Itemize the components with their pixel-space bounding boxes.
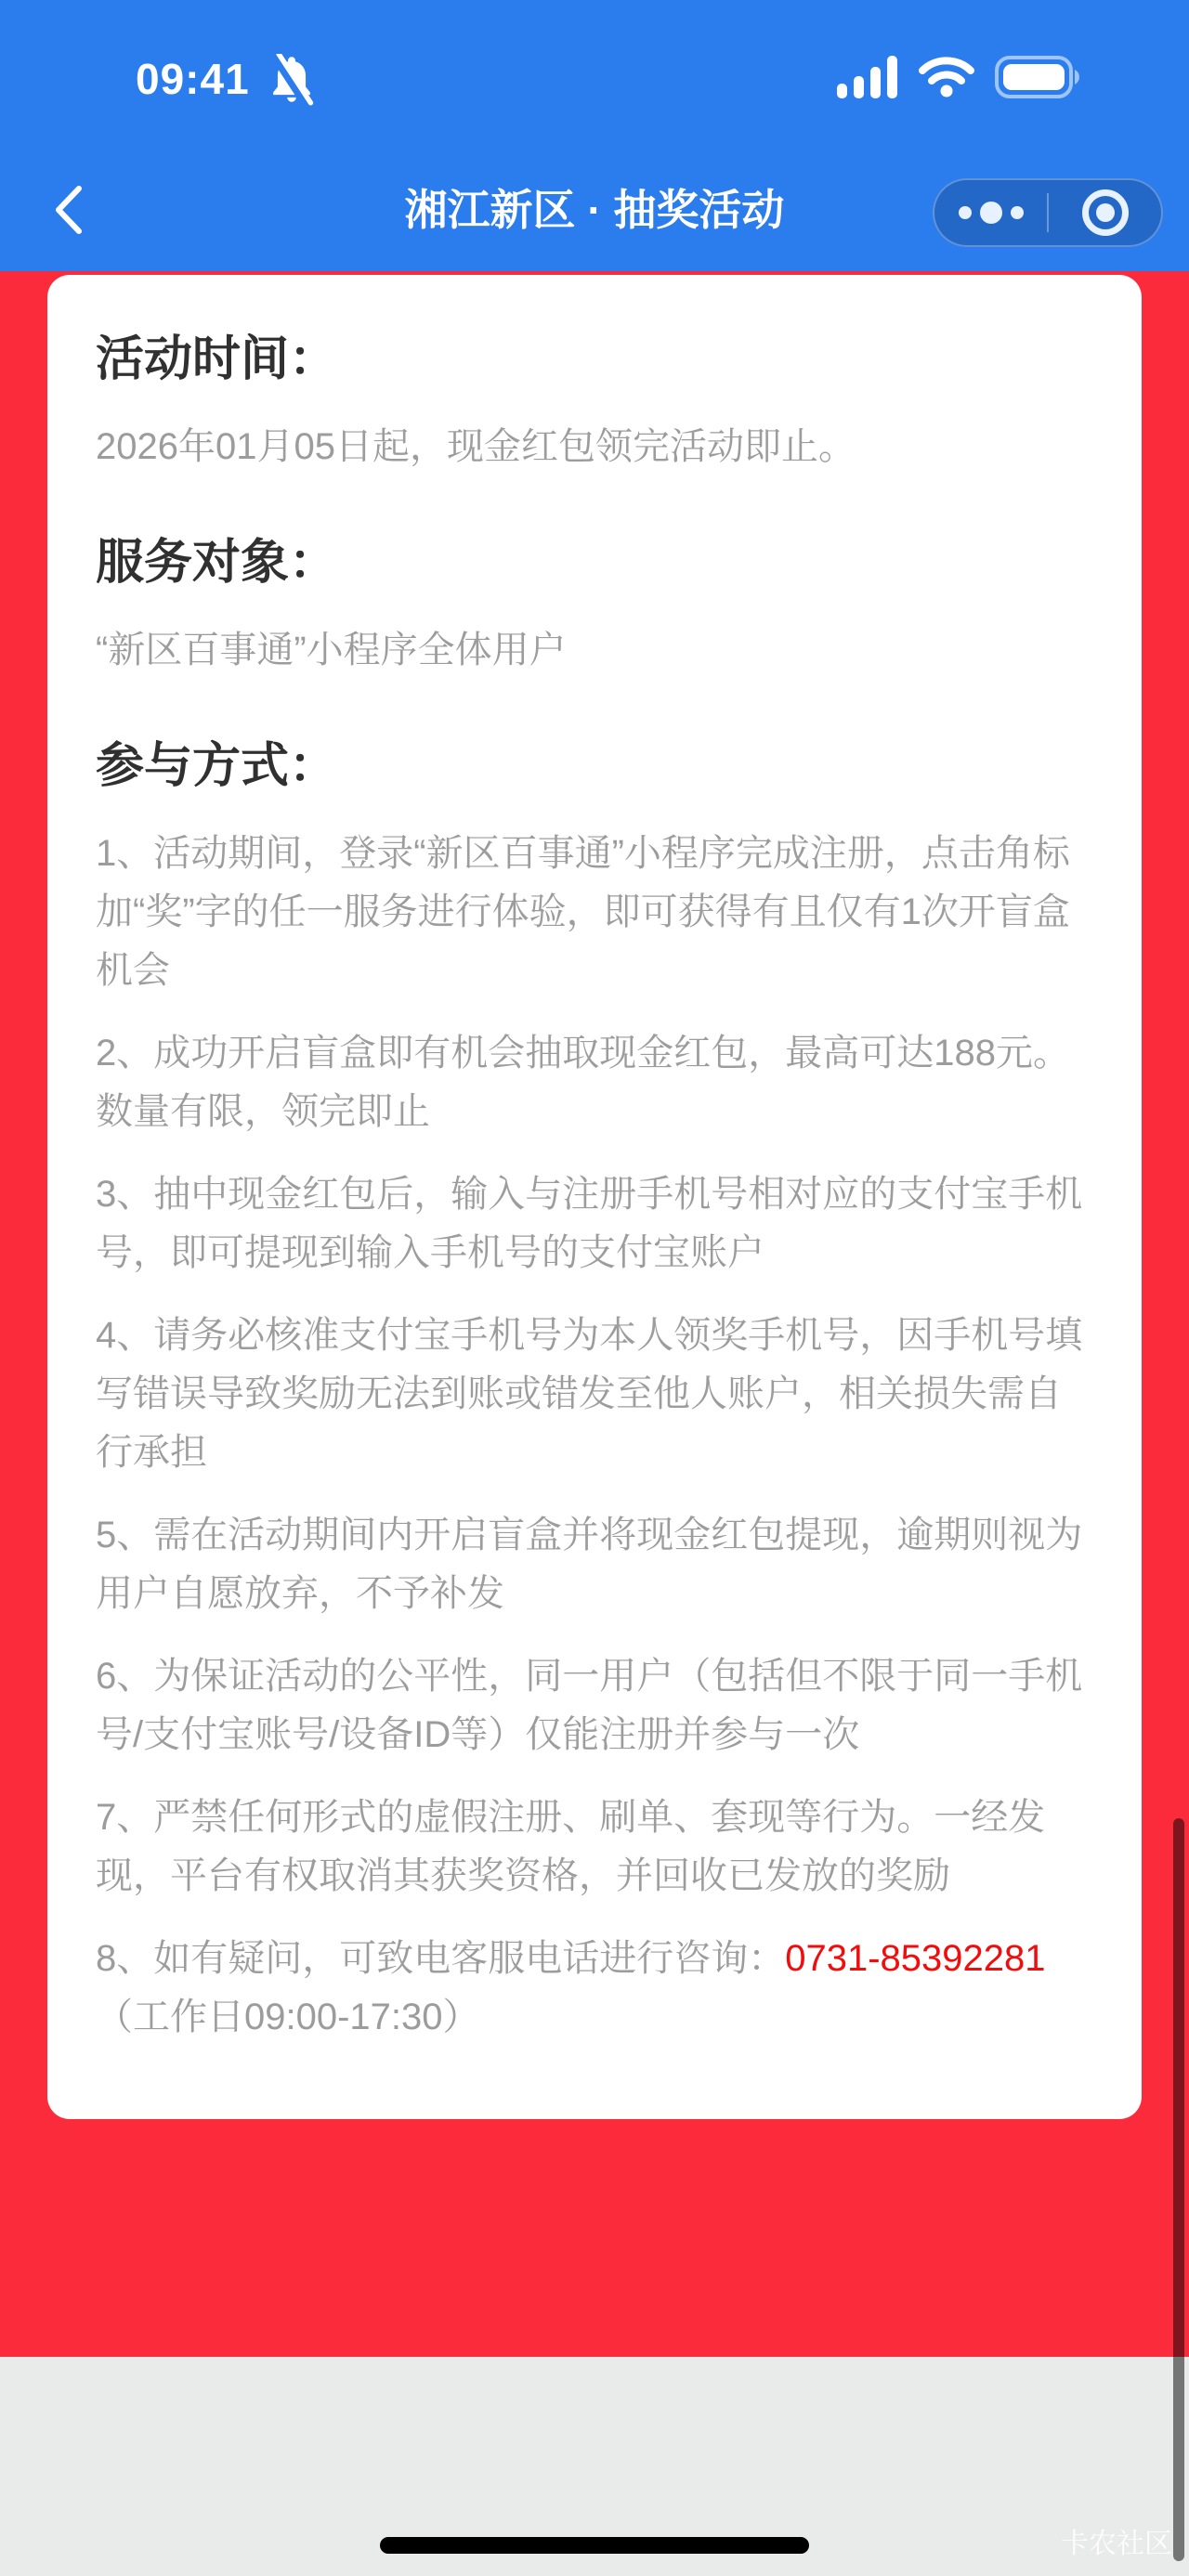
close-miniprogram-button[interactable]	[1049, 180, 1161, 245]
more-dots-icon	[959, 202, 1024, 224]
rules-card	[47, 275, 1142, 2119]
rule-item-6: 6、为保证活动的公平性，同一用户（包括但不限于同一手机号/支付宝账号/设备ID等）仅能注册并参与一次	[96, 1656, 1083, 1755]
section-participation	[96, 739, 1093, 2047]
home-indicator[interactable]	[380, 2537, 809, 2554]
miniprogram-capsule	[933, 178, 1163, 247]
rule-item-3: 3、抽中现金红包后，输入与注册手机号相对应的支付宝手机号，即可提现到输入手机号的支付宝账户	[96, 1174, 1083, 1273]
wifi-icon	[919, 57, 974, 102]
battery-icon	[995, 56, 1080, 103]
section-activity-time	[96, 332, 1093, 476]
section-heading: 活动时间：	[96, 332, 338, 386]
rule-item-4: 4、请务必核准支付宝手机号为本人领奖手机号，因手机号填写错误导致奖励无法到账或错发至他人账户，相关损失需自行承担	[96, 1315, 1083, 1473]
rule-8-text: 8、如有疑问，可致电客服电话进行咨询：	[96, 1938, 786, 1979]
top-bar-area	[0, 0, 1189, 271]
more-button[interactable]	[934, 180, 1047, 245]
rule-item-7: 7、严禁任何形式的虚假注册、刷单、套现等行为。一经发现，平台有权取消其获奖资格，并回收已发放的奖励	[96, 1797, 1046, 1896]
rule-item-8	[96, 1930, 1093, 2047]
nav-bar	[0, 149, 1189, 271]
rule-item-5: 5、需在活动期间内开启盲盒并将现金红包提现，逾期则视为用户自愿放弃，不予补发	[96, 1515, 1083, 1614]
status-right-icons	[837, 56, 1080, 103]
status-bar	[0, 0, 1189, 149]
bottom-system-area	[0, 2357, 1189, 2576]
cellular-signal-icon	[837, 56, 898, 103]
activity-background	[0, 271, 1189, 2357]
bell-slash-icon	[268, 54, 316, 106]
rule-item-2: 2、成功开启盲盒即有机会抽取现金红包，最高可达188元。数量有限，领完即止	[96, 1033, 1070, 1132]
rule-item-1: 1、活动期间，登录“新区百事通”小程序完成注册，点击角标加“奖”字的任一服务进行体验，即可获得有且仅有1次开盲盒机会	[96, 833, 1070, 991]
service-phone-number[interactable]: 0731-85392281	[785, 1938, 1046, 1979]
section-service-target	[96, 536, 1093, 680]
watermark-text: 卡农社区	[1061, 2529, 1172, 2559]
target-circle-icon	[1082, 189, 1129, 236]
section-heading: 参与方式：	[96, 739, 338, 793]
status-time: 09:41	[136, 55, 250, 103]
section-paragraph: “新区百事通”小程序全体用户	[96, 630, 567, 670]
rule-8-hours: （工作日09:00-17:30）	[96, 1997, 480, 2037]
page-title: 湘江新区 · 抽奖活动	[404, 186, 785, 234]
section-paragraph: 2026年01月05日起，现金红包领完活动即止。	[96, 426, 856, 467]
section-heading: 服务对象：	[96, 536, 338, 590]
scrollbar-thumb[interactable]	[1173, 1818, 1184, 2561]
